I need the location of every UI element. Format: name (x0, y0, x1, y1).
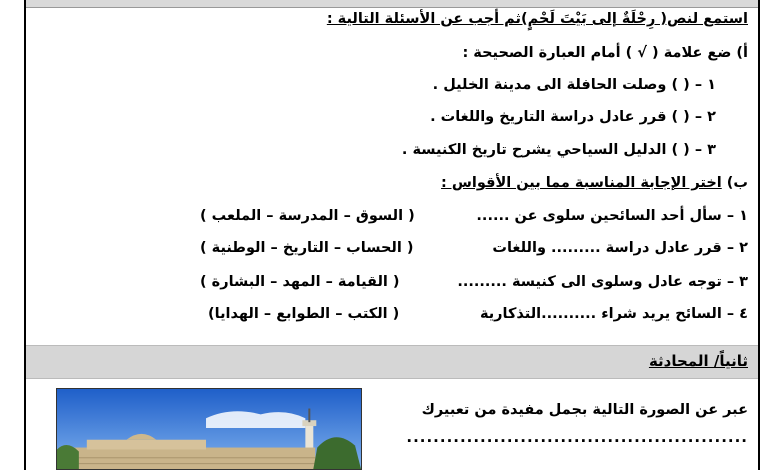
section-b-row-1 (200, 208, 748, 230)
section-a-item-1: ١ – ( ) وصلت الحافلة الى مدينة الخليل . (432, 77, 716, 93)
section-b-options-4: ( الكتب – الطوابع – الهدايا) (208, 306, 400, 322)
cloud (206, 411, 305, 428)
section-a-item-3: ٣ – ( ) الدليل السياحي يشرح تاريخ الكنيسة . (401, 142, 716, 158)
top-band (26, 0, 758, 8)
section-2-title: ثانياً/ المحادثة (648, 352, 748, 370)
section-a-title: أ) ضع علامة ( √ ) أمام العبارة الصحيحة : (462, 45, 748, 61)
section-a-item-2: ٢ – ( ) قرر عادل دراسة التاريخ واللغات . (430, 109, 716, 125)
mosque-photo (56, 388, 362, 470)
section-b-row-3 (200, 274, 748, 296)
section-b-row-4 (208, 306, 748, 328)
tree-left (57, 445, 79, 469)
mosque-photo-illustration (57, 389, 361, 469)
section-b-question-1: ١ – سأل أحد السائحين سلوى عن ...... (476, 208, 748, 224)
wall-course-1 (77, 457, 315, 458)
section-b-title: اختر الإجابة المناسبة مما بين الأقواس : (441, 175, 722, 191)
section-b-row-2 (200, 240, 748, 262)
section-b-options-1: ( السوق – المدرسة – الملعب ) (200, 208, 415, 224)
page-border-right (758, 0, 760, 470)
section-b-options-2: ( الحساب – التاريخ – الوطنية ) (200, 240, 414, 256)
page-border-left (24, 0, 26, 470)
light-pole (308, 409, 310, 423)
section-b-options-3: ( القيامة – المهد – البشارة ) (200, 274, 400, 290)
listening-intro: استمع لنص( رِحْلَةٌ إلى بَيْتَ لَحْمٍ)ثم أجب عن الأسئلة التالية : (326, 11, 748, 27)
section-b-heading (441, 173, 748, 193)
section-2-instruction: عبر عن الصورة التالية بجمل مفيدة من تعبيرك (421, 402, 748, 418)
upper-wall (87, 440, 206, 450)
section-b-question-3: ٣ – توجه عادل وسلوى الى كنيسة ......... (457, 274, 748, 290)
section-b-prefix: ب) (721, 175, 748, 191)
stone-wall (67, 448, 315, 469)
wall-course-2 (77, 463, 315, 464)
section-b-question-4: ٤ – السائح يريد شراء ..........التذكارية (479, 306, 748, 322)
section-b-question-2: ٢ – قرر عادل دراسة ......... واللغات (492, 240, 748, 256)
answer-line: ................................................... (406, 428, 748, 446)
